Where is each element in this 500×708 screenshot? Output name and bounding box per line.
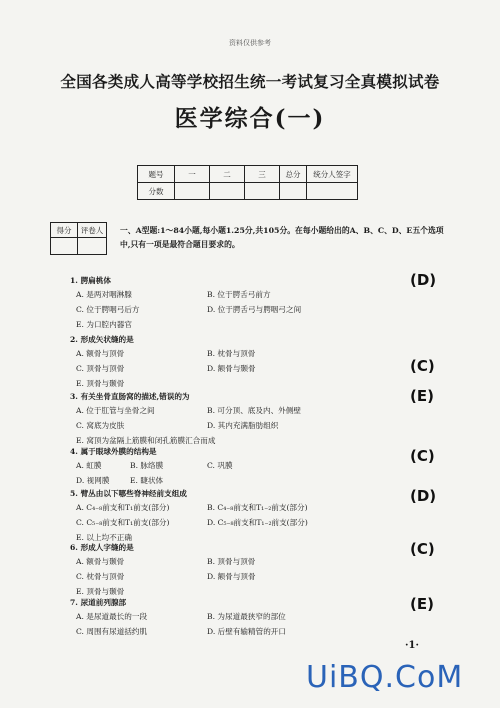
- top-note: 资料仅供参考: [229, 39, 271, 47]
- option-a: A. C₄₋₈前支和T₁前支(部分): [76, 503, 170, 512]
- handwritten-answer: (E): [410, 387, 434, 405]
- score-header-cell: 题号: [138, 166, 175, 183]
- option-b: B. 顶骨与顶骨: [207, 557, 256, 566]
- score-header-cell: 一: [175, 166, 210, 183]
- option-c: C. 周围有尿道括约肌: [76, 627, 148, 636]
- option-e: E. 以上均不正确: [76, 533, 132, 542]
- score-cell: [280, 183, 307, 200]
- option-d: D. 额骨与颞骨: [207, 364, 256, 373]
- option-c: C. 巩膜: [207, 461, 233, 470]
- page-number: ·1·: [405, 640, 419, 651]
- option-d: D. 视网膜: [76, 476, 110, 485]
- grader-cell: [51, 238, 78, 255]
- option-e: E. 为口腔内器官: [76, 320, 132, 329]
- score-row-label: 分数: [138, 183, 175, 200]
- handwritten-answer: (E): [410, 595, 434, 613]
- handwritten-answer: (C): [410, 357, 435, 375]
- handwritten-answer: (D): [410, 271, 437, 289]
- option-a: A. 额骨与顶骨: [76, 349, 125, 358]
- score-header-cell: 统分人签字: [307, 166, 358, 183]
- option-c: C. 枕骨与顶骨: [76, 572, 125, 581]
- option-a: A. 是尿道最长的一段: [76, 612, 148, 621]
- grader-cell: [78, 238, 107, 255]
- score-cell: [175, 183, 210, 200]
- grader-box: [50, 222, 107, 255]
- score-header-cell: 三: [245, 166, 280, 183]
- watermark: UiBQ.CoM: [306, 660, 464, 695]
- option-a: A. 额骨与颞骨: [76, 557, 125, 566]
- option-e: E. 睫状体: [130, 476, 164, 485]
- option-e: E. 顶骨与颞骨: [76, 379, 125, 388]
- subject-title: 医学综合(一): [174, 105, 326, 132]
- section-instruction: 一、A型题:1～84小题,每小题1.25分,共105分。在每小题给出的A、B、C、D、E五个选项中,只有一项是最符合题目要求的。: [120, 226, 444, 249]
- score-cell: [245, 183, 280, 200]
- grader-label-grader: 评卷人: [78, 223, 107, 238]
- option-c: C. 位于腭咽弓后方: [76, 305, 140, 314]
- option-e: E. 窝顶为盆隔上筋膜和闭孔筋膜汇合而成: [76, 436, 216, 445]
- option-c: C. 顶骨与顶骨: [76, 364, 125, 373]
- grader-label-score: 得分: [51, 223, 78, 238]
- option-b: B. 枕骨与顶骨: [207, 349, 256, 358]
- question-stem: 3. 有关坐骨直肠窝的描述,错误的为: [70, 392, 190, 401]
- option-d: D. 位于腭舌弓与腭咽弓之间: [207, 305, 302, 314]
- option-b: B. 可分顶、底及内、外侧壁: [207, 406, 301, 415]
- question-stem: 2. 形成矢状缝的是: [70, 335, 134, 344]
- option-b: B. 为尿道最狭窄的部位: [207, 612, 286, 621]
- option-c: C. 窝底为皮肤: [76, 421, 125, 430]
- question-stem: 4. 属于眼球外膜的结构是: [70, 447, 157, 456]
- handwritten-answer: (C): [410, 540, 435, 558]
- option-a: A. 是两对咽淋腺: [76, 290, 132, 299]
- question-stem: 1. 腭扁桃体: [70, 276, 111, 285]
- handwritten-answer: (C): [410, 447, 435, 465]
- option-d: D. 后壁有输精管的开口: [207, 627, 286, 636]
- option-d: D. 额骨与顶骨: [207, 572, 256, 581]
- question-stem: 6. 形成人字缝的是: [70, 543, 134, 552]
- exam-title: 全国各类成人高等学校招生统一考试复习全真模拟试卷: [60, 72, 440, 91]
- option-b: B. 位于腭舌弓前方: [207, 290, 271, 299]
- option-b: B. C₄₋₈前支和T₁₋₂前支(部分): [207, 503, 308, 512]
- option-a: A. 虹膜: [76, 461, 102, 470]
- option-c: C. C₅₋₈前支和T₁前支(部分): [76, 518, 170, 527]
- score-cell: [307, 183, 358, 200]
- option-a: A. 位于肛管与坐骨之间: [76, 406, 155, 415]
- option-d: D. C₅₋₈前支和T₁₋₂前支(部分): [207, 518, 308, 527]
- option-e: E. 顶骨与颞骨: [76, 587, 125, 596]
- question-stem: 7. 尿道前列腺部: [70, 598, 127, 607]
- option-d: D. 其内充满脂肪组织: [207, 421, 279, 430]
- question-stem: 5. 臂丛由以下哪些脊神经前支组成: [70, 489, 187, 498]
- handwritten-answer: (D): [410, 487, 437, 505]
- score-table: [137, 165, 358, 200]
- score-header-cell: 总分: [280, 166, 307, 183]
- score-cell: [210, 183, 245, 200]
- score-header-cell: 二: [210, 166, 245, 183]
- option-b: B. 脉络膜: [130, 461, 164, 470]
